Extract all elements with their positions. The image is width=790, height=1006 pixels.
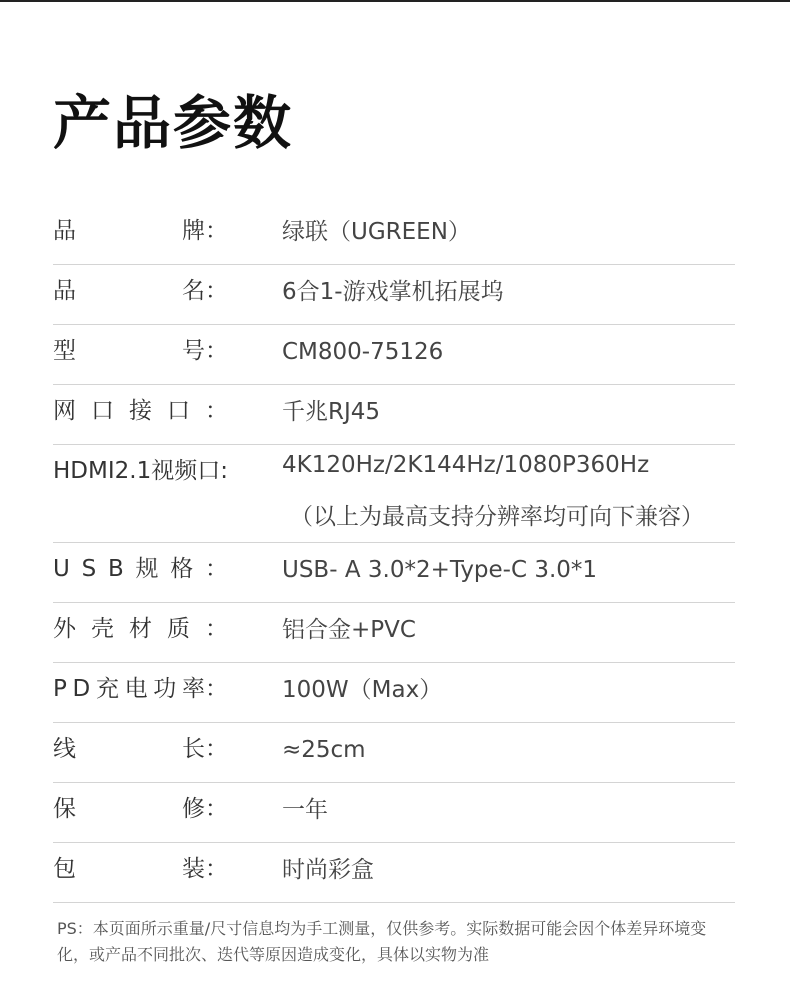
spec-label: 线 长： [53,736,228,762]
spec-row-usb [53,543,735,603]
spec-row-packaging [53,843,735,903]
spec-label: 品 名： [53,278,228,304]
spec-value [282,451,704,533]
spec-value: 时尚彩盒 [282,857,374,883]
spec-value: ≈25cm [282,737,366,763]
spec-value: 100W（Max） [282,677,443,703]
spec-row-ethernet [53,385,735,445]
spec-row-cable-length [53,723,735,783]
spec-label: 型 号： [53,338,228,364]
spec-label: U S B 规 格 ： [53,556,228,582]
spec-value: 一年 [282,797,328,823]
top-divider [0,0,790,2]
spec-value: USB- A 3.0*2+Type-C 3.0*1 [282,557,598,583]
spec-table [53,205,735,903]
spec-value-main: 4K120Hz/2K144Hz/1080P360Hz [282,452,650,478]
page-title: 产品参数 [53,89,294,157]
spec-row-material [53,603,735,663]
spec-value: CM800-75126 [282,339,444,365]
spec-label: 外 壳 材 质 ： [53,616,228,642]
spec-row-hdmi [53,445,735,543]
disclaimer-footnote: PS：本页面所示重量/尺寸信息均为手工测量，仅供参考。实际数据可能会因个体差异环境变化，或产品不同批次、迭代等原因造成变化，具体以实物为准 [57,919,707,964]
spec-row-warranty [53,783,735,843]
spec-label: 品 牌： [53,218,228,244]
spec-label: 网 口 接 口 ： [53,398,228,424]
spec-row-brand [53,205,735,265]
spec-label: 保 修： [53,796,228,822]
spec-value: 6合1-游戏掌机拓展坞 [282,279,504,305]
spec-label: HDMI2.1视频口: [53,458,228,484]
spec-value: 绿联（UGREEN） [282,219,471,245]
spec-label: P D 充 电 功 率： [53,676,228,702]
spec-value-note: （以上为最高支持分辨率均可向下兼容） [290,503,704,530]
spec-row-pd-power [53,663,735,723]
spec-label: 包 装： [53,856,228,882]
spec-value: 铝合金+PVC [282,617,416,643]
spec-row-model [53,325,735,385]
spec-value: 千兆RJ45 [282,399,381,425]
spec-row-product-name [53,265,735,325]
